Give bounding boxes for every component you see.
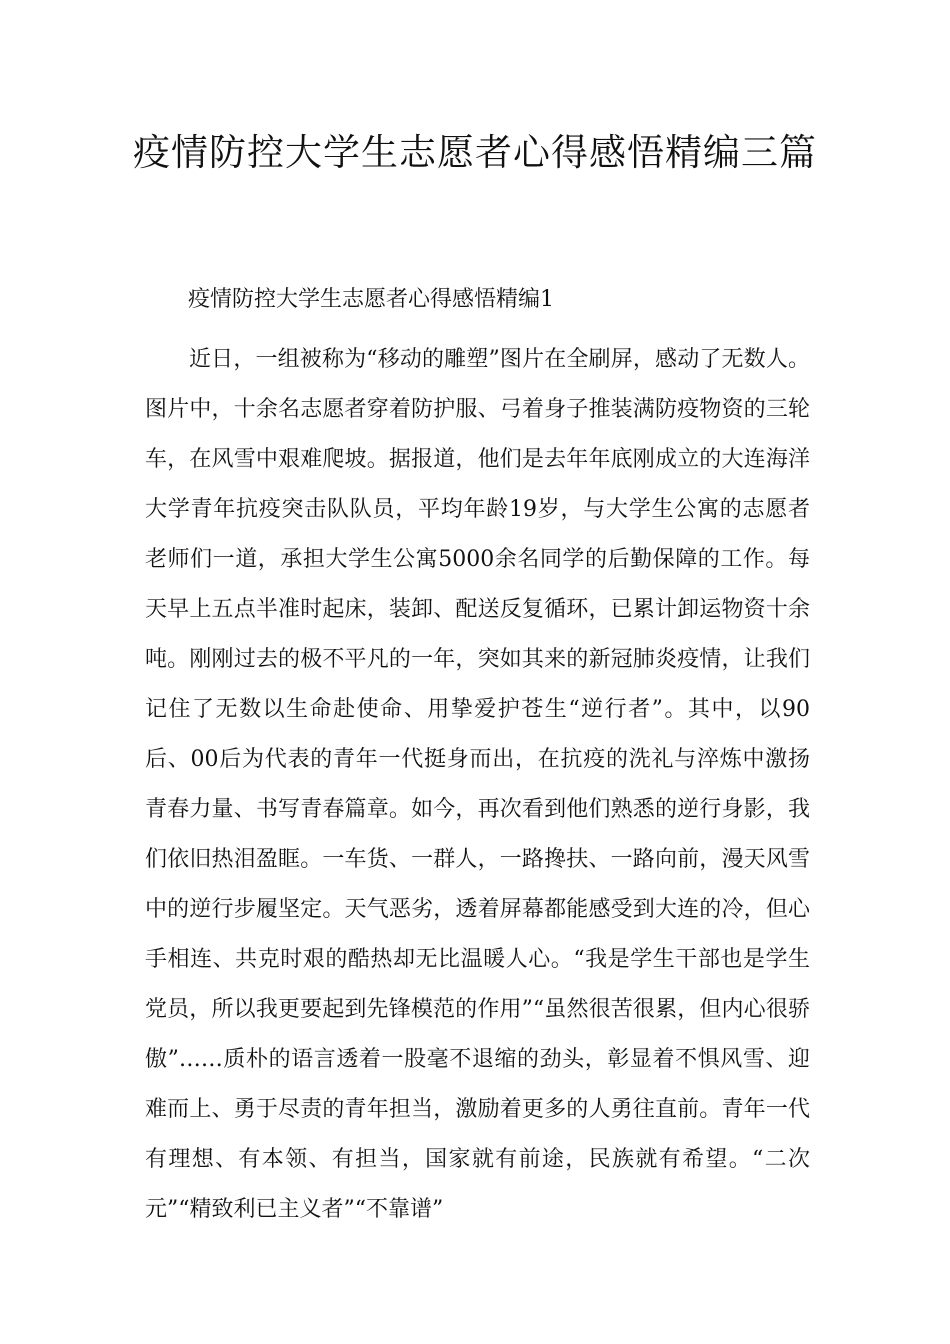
document-title: 疫情防控大学生志愿者心得感悟精编三篇: [133, 131, 817, 174]
section-heading: 疫情防控大学生志愿者心得感悟精编1: [188, 287, 554, 312]
body-paragraph: 近日，一组被称为“移动的雕塑”图片在全刷屏，感动了无数人。图片中，十余名志愿者穿着防护服、弓着身子推装满防疫物资的三轮车，在风雪中艰难爬坡。据报道，他们是去年年底刚成立的大连海洋大学青年抗疫突击队队员，平均年龄19岁，与大学生公寓的志愿者老师们一道，承担大学生公寓5000余名同学的后勤保障的工作。每天早上五点半准时起床，装卸、配送反复循环，已累计卸运物资十余吨。刚刚过去的极不平凡的一年，突如其来的新冠肺炎疫情，让我们记住了无数以生命赴使命、用挚爱护苍生“逆行者”。其中，以90后、00后为代表的青年一代挺身而出，在抗疫的洗礼与淬炼中激扬青春力量、书写青春篇章。如今，再次看到他们熟悉的逆行身影，我们依旧热泪盈眶。一车货、一群人，一路搀扶、一路向前，漫天风雪中的逆行步履坚定。天气恶劣，透着屏幕都能感受到大连的冷，但心手相连、共克时艰的酷热却无比温暖人心。“我是学生干部也是学生党员，所以我更要起到先锋模范的作用”“虽然很苦很累，但内心很骄傲”……质朴的语言透着一股毫不退缩的劲头，彰显着不惧风雪、迎难而上、勇于尽责的青年担当，激励着更多的人勇往直前。青年一代有理想、有本领、有担当，国家就有前途，民族就有希望。“二次元”“精致利已主义者”“不靠谱”: [145, 347, 810, 1222]
